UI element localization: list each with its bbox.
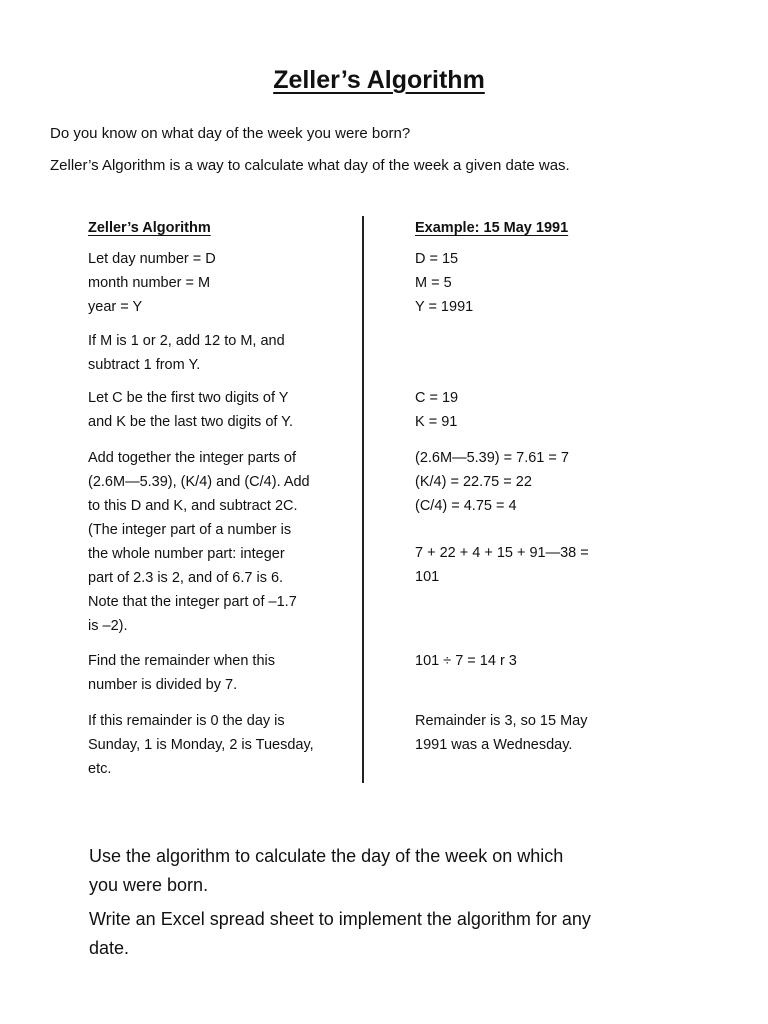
step-line: Sunday, 1 is Monday, 2 is Tuesday, [88, 737, 314, 753]
step-line: month number = M [88, 275, 211, 291]
task-line: Write an Excel spread sheet to implement the algorithm for any [89, 909, 591, 929]
step-define-variables [88, 247, 350, 319]
example-remainder [415, 649, 665, 673]
example-line: (K/4) = 22.75 = 22 [415, 474, 532, 490]
step-line: Add together the integer parts of [88, 450, 296, 466]
algorithm-column-header: Zeller’s Algorithm [88, 220, 211, 236]
step-century-split [88, 386, 350, 434]
example-line: D = 15 [415, 251, 459, 267]
example-line: Remainder is 3, so 15 May [415, 713, 588, 729]
step-line: (2.6M—5.39), (K/4) and (C/4). Add [88, 474, 310, 490]
step-line: part of 2.3 is 2, and of 6.7 is 6. [88, 570, 284, 586]
step-line: number is divided by 7. [88, 677, 238, 693]
step-line: and K be the last two digits of Y. [88, 414, 294, 430]
task-line: you were born. [89, 875, 209, 895]
example-result [415, 709, 665, 757]
example-sum [415, 541, 665, 589]
step-remainder [88, 649, 350, 697]
example-line: (C/4) = 4.75 = 4 [415, 498, 517, 514]
example-line: 1991 was a Wednesday. [415, 737, 573, 753]
example-integer-parts [415, 446, 665, 518]
example-line: M = 5 [415, 275, 452, 291]
task-excel [89, 905, 649, 963]
task-line: date. [89, 938, 130, 958]
example-line: Y = 1991 [415, 299, 474, 315]
example-column-header: Example: 15 May 1991 [415, 220, 569, 236]
step-map-day [88, 709, 350, 781]
intro-question: Do you know on what day of the week you were born? [50, 125, 411, 142]
example-line: 101 [415, 569, 440, 585]
example-line: C = 19 [415, 390, 459, 406]
step-line: the whole number part: integer [88, 546, 285, 562]
step-line: (The integer part of a number is [88, 522, 292, 538]
page-title: Zeller’s Algorithm [273, 66, 485, 94]
example-century-split [415, 386, 665, 434]
column-divider [362, 216, 364, 783]
step-line: Let day number = D [88, 251, 216, 267]
step-sum-integer-parts [88, 446, 350, 638]
example-line: 7 + 22 + 4 + 15 + 91—38 = [415, 545, 589, 561]
step-line: is –2). [88, 618, 128, 634]
step-line: Let C be the first two digits of Y [88, 390, 289, 406]
example-define-variables [415, 247, 665, 319]
step-line: Note that the integer part of –1.7 [88, 594, 297, 610]
task-birthday [89, 842, 649, 900]
step-line: subtract 1 from Y. [88, 357, 201, 373]
step-line: to this D and K, and subtract 2C. [88, 498, 298, 514]
step-line: etc. [88, 761, 112, 777]
step-line: If M is 1 or 2, add 12 to M, and [88, 333, 285, 349]
example-line: K = 91 [415, 414, 458, 430]
intro-description: Zeller’s Algorithm is a way to calculate what day of the week a given date was. [50, 157, 570, 174]
task-line: Use the algorithm to calculate the day of the week on which [89, 846, 564, 866]
step-adjust-month [88, 329, 350, 377]
step-line: year = Y [88, 299, 143, 315]
example-line: (2.6M—5.39) = 7.61 = 7 [415, 450, 569, 466]
step-line: Find the remainder when this [88, 653, 275, 669]
step-line: If this remainder is 0 the day is [88, 713, 285, 729]
example-line: 101 ÷ 7 = 14 r 3 [415, 653, 517, 669]
